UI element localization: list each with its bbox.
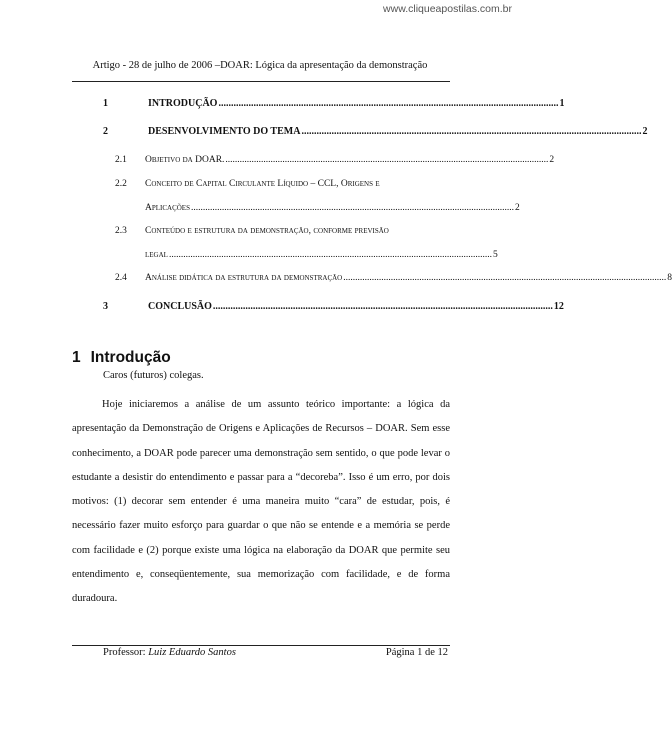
body-paragraph: Hoje iniciaremos a análise de um assunto teórico importante: a lógica da apresentação da Demonstração de Origens e Aplicações de Recursos – DOAR. Sem esse conhecimento, a DOAR pode parecer uma demonstração sem sentido, o que pode levar o estudante a desistir do entendimento e passar para a “decoreba”. Isso é um erro, por dois motivos: (1) decorar sem entender é uma maneira muito “cara” de estudar, pois, é necessário fazer muito esforço para guardar o que não se entende e a memória se perde com facilidade e (2) porque existe uma lógica na elaboração da DOAR que permite seu entendimento e, conseqüentemente, sua memorização com facilidade, e de forma duradoura. — [72, 399, 450, 605]
footer-author — [103, 647, 236, 658]
toc-title-line1: Conteúdo e estrutura da demonstração, conforme previsão — [145, 226, 389, 236]
section-heading — [72, 349, 171, 367]
author-name: Luiz Eduardo Santos — [148, 647, 236, 658]
toc-page: 2 — [514, 203, 520, 213]
running-head: Artigo - 28 de julho de 2006 –DOAR: Lógica da apresentação da demonstração — [92, 60, 428, 71]
toc-number: 2.2 — [115, 179, 127, 189]
toc-leader: ........................................................................................................................................ — [343, 273, 667, 283]
toc-page: 2 — [642, 126, 648, 137]
toc-title: INTRODUÇÃO — [148, 98, 218, 109]
toc-number: 2 — [103, 126, 108, 137]
header-rule — [72, 81, 450, 82]
toc-title: CONCLUSÃO — [148, 301, 212, 312]
toc-title-line2: legal — [145, 250, 168, 260]
toc-page: 5 — [492, 250, 498, 260]
toc-title-line2: Aplicações — [145, 203, 190, 213]
toc-page: 12 — [553, 301, 564, 312]
footer-rule — [72, 645, 450, 646]
page-info: Página 1 de 12 — [385, 647, 448, 658]
toc-number: 2.1 — [115, 155, 127, 165]
toc-page: 2 — [549, 155, 555, 165]
toc-title: Objetivo da DOAR. — [145, 155, 225, 165]
toc-leader: ........................................................................................................................................ — [301, 126, 642, 137]
section-title: Introdução — [90, 349, 171, 366]
toc-title: Análise didática da estrutura da demonstração — [145, 273, 343, 283]
author-label: Professor: — [103, 647, 146, 658]
toc-leader: ........................................................................................................................................ — [212, 301, 553, 312]
section-number: 1 — [72, 349, 81, 366]
toc-leader: ........................................................................................................................................ — [225, 155, 549, 165]
toc-page: 8 — [667, 273, 672, 283]
toc-number: 2.4 — [115, 273, 127, 283]
toc-title-line1: Conceito de Capital Circulante Líquido – CCL, Origens e — [145, 179, 380, 189]
toc-leader: ........................................................................................................................................ — [168, 250, 492, 260]
toc-leader: ........................................................................................................................................ — [218, 98, 559, 109]
toc-number: 2.3 — [115, 226, 127, 236]
toc-title: DESENVOLVIMENTO DO TEMA — [148, 126, 301, 137]
toc-leader: ........................................................................................................................................ — [190, 203, 514, 213]
watermark: www.cliqueapostilas.com.br — [383, 3, 512, 15]
toc-number: 3 — [103, 301, 108, 312]
toc-page: 1 — [559, 98, 565, 109]
toc-number: 1 — [103, 98, 108, 109]
greeting: Caros (futuros) colegas. — [103, 370, 204, 381]
